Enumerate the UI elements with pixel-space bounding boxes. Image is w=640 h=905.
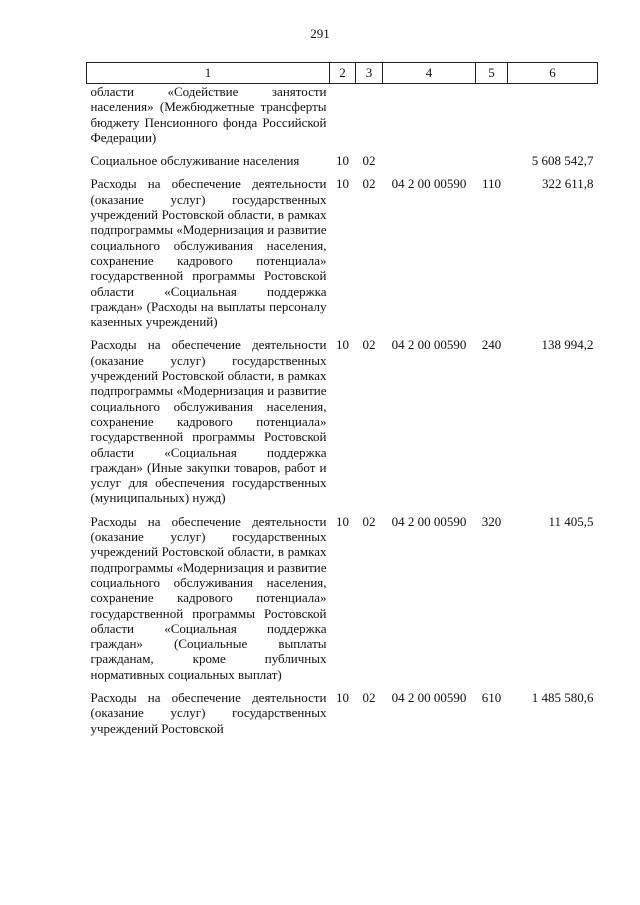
row-section: 10 <box>336 337 349 353</box>
row-expense-type: 240 <box>481 337 502 353</box>
header-col-4: 4 <box>383 63 476 84</box>
row-expense-type: 320 <box>481 513 502 529</box>
row-name: Расходы на обеспечение деятельности (оказание услуг) государственных учреждений Ростовской области, в рамках подпрограммы «Модернизация и развитие социального обслуживания населения, сохранение кадрового потенциала» государственной программы Ростовской области «Социальная поддержка граждан» (Социальные выплаты гражданам, кроме публичных нормативных социальных выплат) <box>90 513 327 682</box>
header-col-2: 2 <box>330 63 356 84</box>
table-row <box>87 690 598 744</box>
row-subsection: 02 <box>362 689 376 705</box>
row-name: Расходы на обеспечение деятельности (оказание услуг) государственных учреждений Ростовской области, в рамках подпрограммы «Модернизация и развитие социального обслуживания населения, сохранение кадрового потенциала» государственной программы Ростовской области «Социальная поддержка граждан» (Иные закупки товаров, работ и услуг для обеспечения государственных (муниципальных) нужд) <box>90 337 327 506</box>
row-target-item <box>383 153 476 176</box>
row-target-item: 04 2 00 00590 <box>391 176 467 192</box>
row-section <box>330 84 356 154</box>
row-expense-type <box>476 84 508 154</box>
row-target-item: 04 2 00 00590 <box>391 513 467 529</box>
row-section: 10 <box>336 153 349 169</box>
row-section: 10 <box>336 176 349 192</box>
table-row <box>87 514 598 690</box>
row-name: области «Содействие занятости населения» (Межбюджетные трансферты бюджету Пенсионного фонда Российской Федерации) <box>90 84 327 145</box>
header-col-5: 5 <box>476 63 508 84</box>
table-row <box>87 337 598 513</box>
row-name: Расходы на обеспечение деятельности (оказание услуг) государственных учреждений Ростовской <box>90 689 327 736</box>
row-section: 10 <box>336 513 349 529</box>
header-col-3: 3 <box>356 63 383 84</box>
budget-table <box>86 62 598 744</box>
row-target-item <box>383 84 476 154</box>
row-amount: 5 608 542,7 <box>531 153 594 169</box>
row-expense-type: 110 <box>481 176 502 192</box>
row-subsection: 02 <box>362 176 376 192</box>
row-section: 10 <box>336 689 349 705</box>
table-row <box>87 153 598 176</box>
row-subsection: 02 <box>362 513 376 529</box>
row-amount <box>508 84 598 154</box>
row-expense-type <box>476 153 508 176</box>
table-row <box>87 176 598 337</box>
row-subsection: 02 <box>362 153 376 169</box>
page-number: 291 <box>310 26 330 41</box>
table-row <box>87 84 598 154</box>
row-expense-type: 610 <box>481 689 502 705</box>
row-amount: 322 611,8 <box>541 176 594 192</box>
row-amount: 1 485 580,6 <box>531 689 594 705</box>
row-target-item: 04 2 00 00590 <box>391 337 467 353</box>
table-header-row <box>87 63 598 84</box>
row-subsection: 02 <box>362 337 376 353</box>
row-amount: 138 994,2 <box>541 337 594 353</box>
header-col-1: 1 <box>87 63 330 84</box>
row-subsection <box>356 84 383 154</box>
row-name: Расходы на обеспечение деятельности (оказание услуг) государственных учреждений Ростовской области, в рамках подпрограммы «Модернизация и развитие социального обслуживания населения, сохранение кадрового потенциала» государственной программы Ростовской области «Социальная поддержка граждан» (Расходы на выплаты персоналу казенных учреждений) <box>90 176 327 330</box>
header-col-6: 6 <box>508 63 598 84</box>
row-target-item: 04 2 00 00590 <box>391 689 467 705</box>
row-name: Социальное обслуживание населения <box>90 153 300 169</box>
row-amount: 11 405,5 <box>548 513 594 529</box>
